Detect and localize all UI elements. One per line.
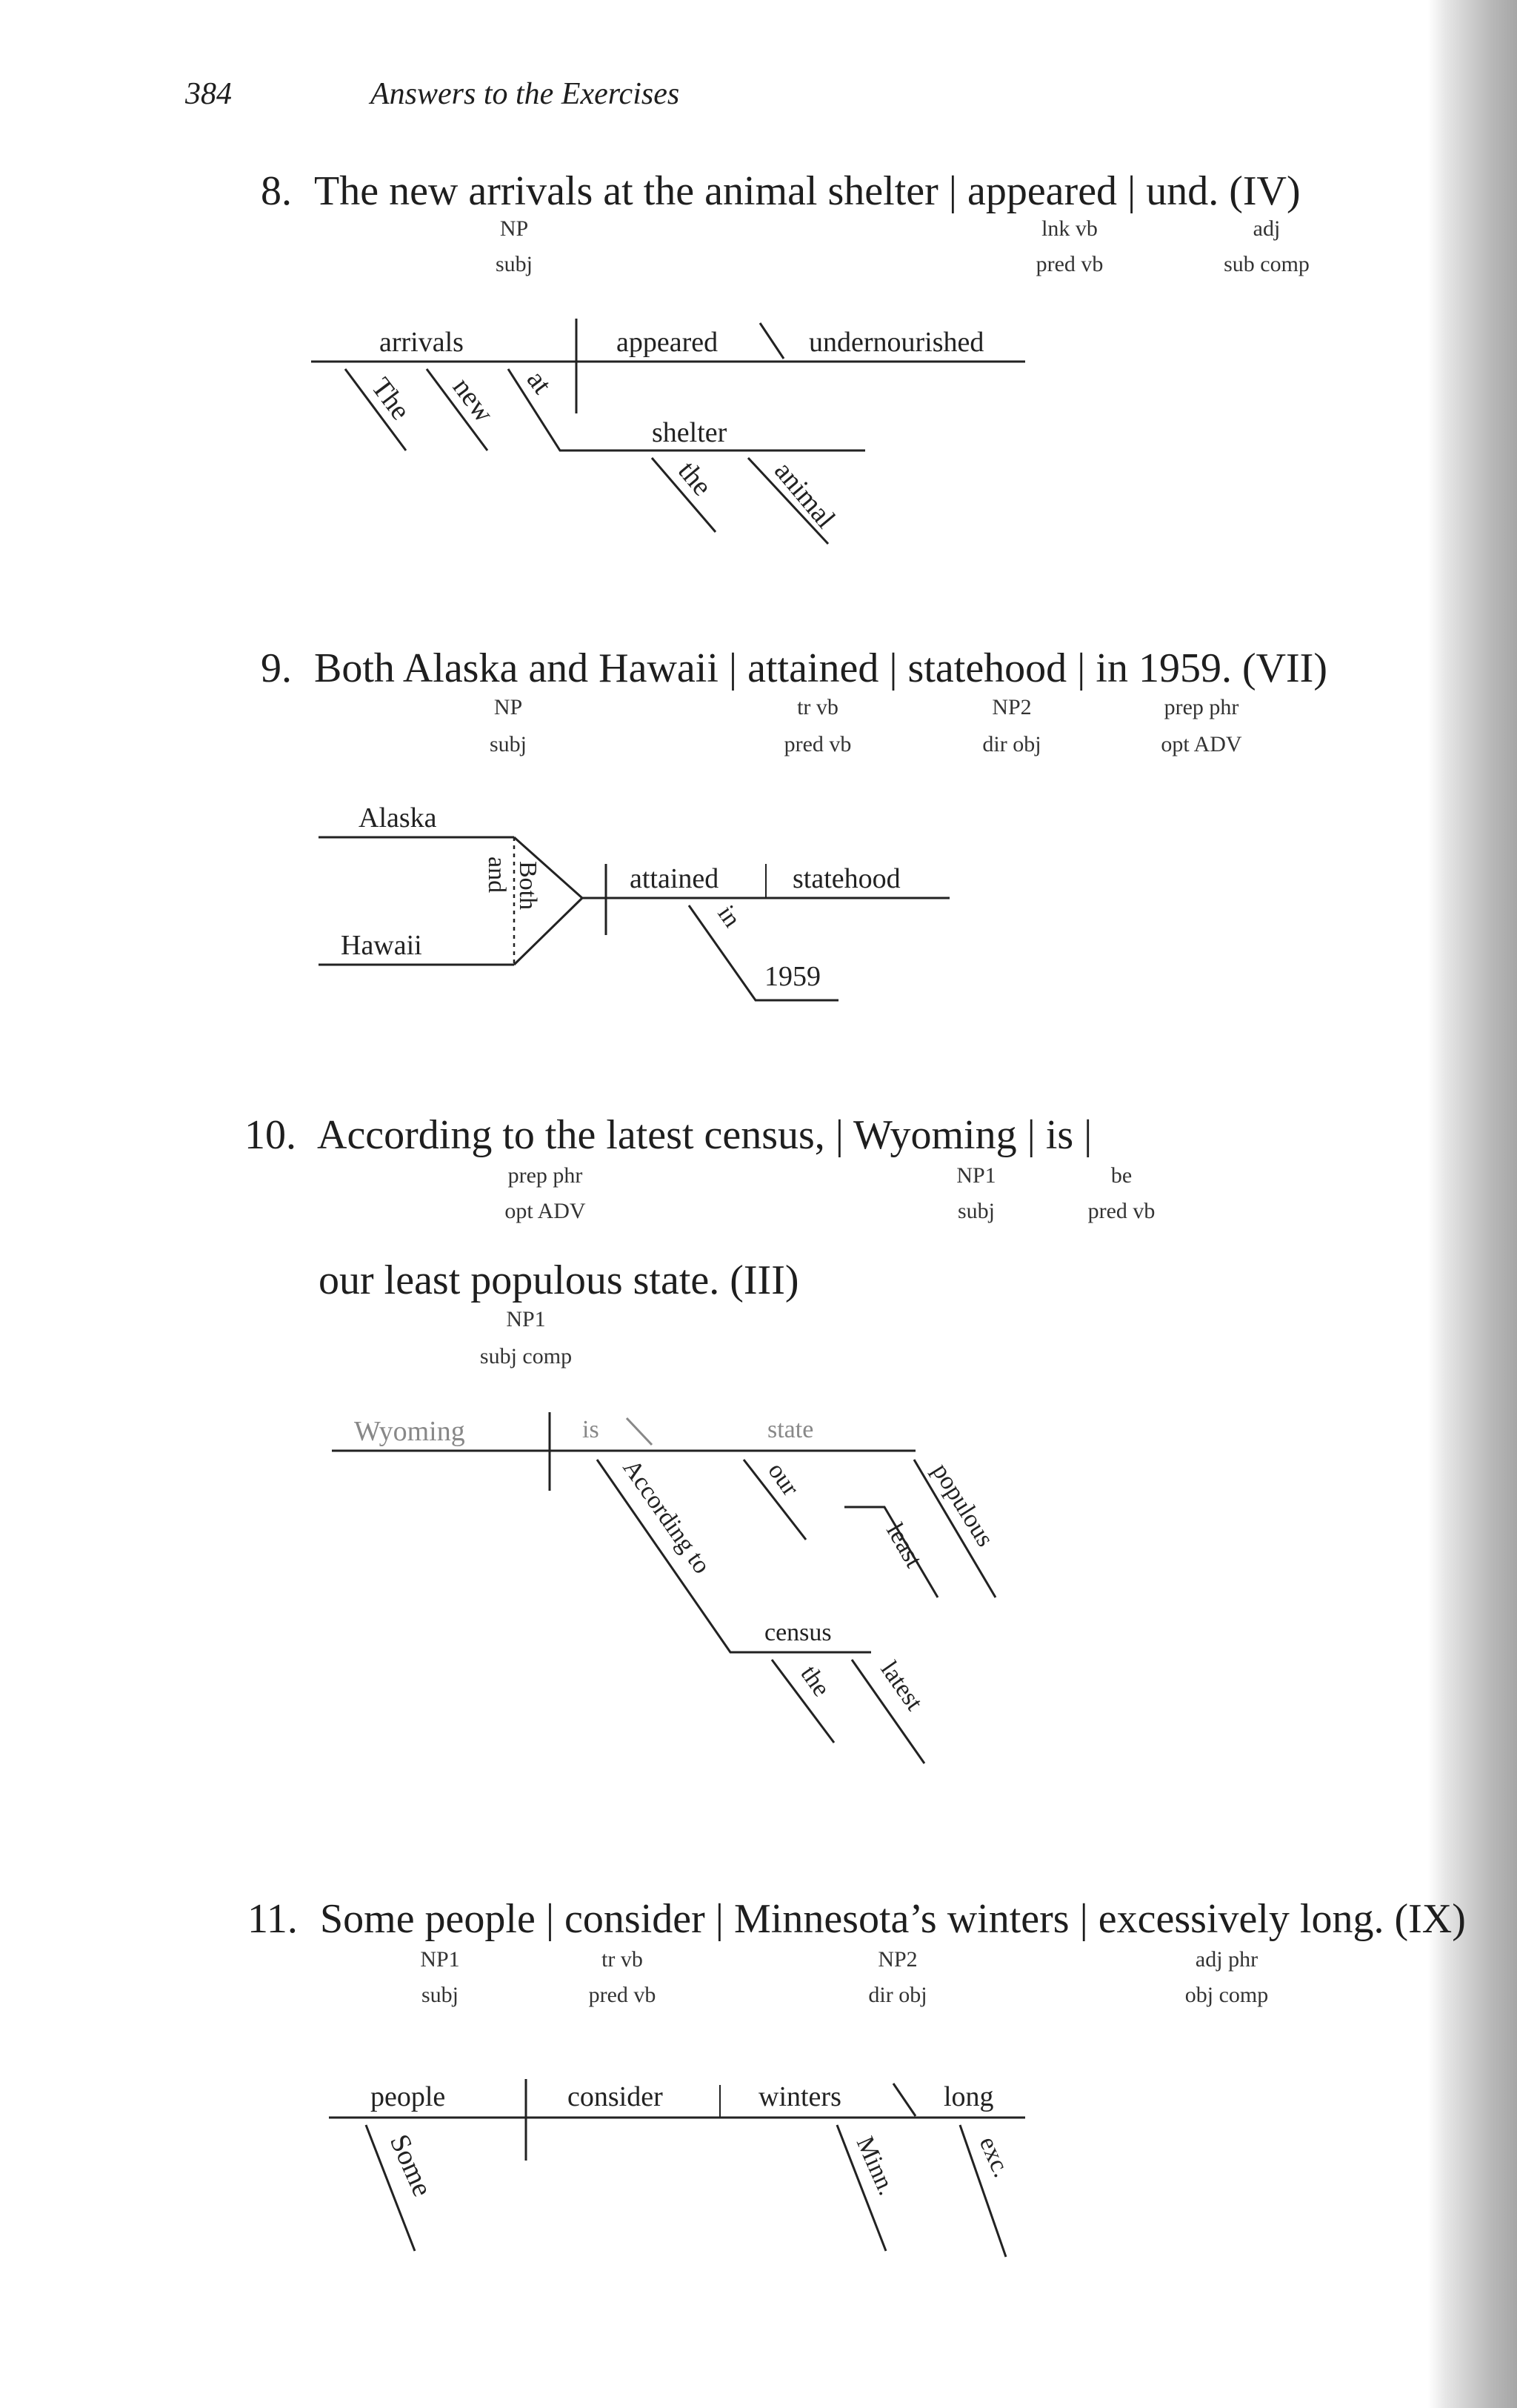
diagram-word: populous (927, 1458, 999, 1551)
label-word: lnk vb (1041, 216, 1098, 241)
diagram-word: Minn. (850, 2132, 901, 2200)
diagram-word: winters (758, 2081, 841, 2112)
exercise-sentence-continuation: our least populous state. (III) (319, 1257, 799, 1303)
diagram-word: Wyoming (354, 1416, 465, 1447)
label-role: pred vb (588, 1983, 656, 2007)
diagram-word: animal (768, 455, 841, 534)
label-word: NP2 (878, 1947, 918, 1972)
diagram-word: new (446, 372, 500, 428)
label-role: dir obj (868, 1983, 927, 2007)
label-role: pred vb (1087, 1199, 1156, 1223)
page-number: 384 (185, 77, 232, 111)
label-role: subj comp (479, 1344, 573, 1368)
exercise-sentence: According to the latest census, | Wyoming | is | (317, 1112, 1093, 1158)
label-word: NP1 (506, 1307, 546, 1331)
diagram-word: undernourished (809, 327, 984, 358)
label-role: opt ADV (504, 1199, 586, 1223)
diagram-word: census (764, 1619, 832, 1646)
diagram-word: Alaska (359, 802, 437, 834)
exercise-number: 8. (261, 168, 292, 214)
diagram-word: latest (875, 1656, 928, 1716)
diagram-word: in (712, 900, 746, 933)
exercise-sentence: Some people | consider | Minnesota’s winters | excessively long. (IX) (320, 1896, 1466, 1942)
label-role: sub comp (1224, 252, 1310, 276)
label-word: tr vb (601, 1947, 643, 1972)
diagram-word: Hawaii (341, 930, 422, 961)
label-word: NP (493, 695, 523, 719)
label-word: adj (1253, 216, 1281, 241)
diagram-word: The (364, 372, 416, 426)
label-role: subj (495, 252, 533, 276)
diagram-word: long (944, 2081, 994, 2112)
complement-slash (893, 2083, 916, 2116)
label-word: prep phr (507, 1163, 583, 1188)
diagram-word: exc. (973, 2132, 1016, 2182)
exercise-number: 11. (247, 1896, 298, 1942)
diagram-word: people (370, 2081, 446, 2112)
diagram-word: the (672, 455, 719, 502)
label-role: subj (957, 1199, 996, 1223)
diagram-word: According to (617, 1454, 716, 1579)
diagram-word: appeared (616, 327, 719, 358)
exercise-sentence: Both Alaska and Hawaii | attained | statehood | in 1959. (VII) (314, 645, 1327, 691)
label-role: dir obj (982, 732, 1041, 756)
label-word: tr vb (797, 695, 838, 719)
label-role: subj (489, 732, 527, 756)
label-word: be (1110, 1163, 1133, 1188)
label-word: NP1 (420, 1947, 460, 1972)
diagram-word: Some (383, 2129, 439, 2201)
label-role: pred vb (784, 732, 852, 756)
diagram-word: attained (630, 863, 719, 894)
label-role: pred vb (1036, 252, 1104, 276)
exercise-sentence: The new arrivals at the animal shelter | appeared | und. (IV) (314, 168, 1301, 214)
diagram-word: state (767, 1416, 814, 1443)
diagram-word: shelter (652, 417, 727, 448)
diagram-word: arrivals (379, 327, 464, 358)
diagram-word: consider (567, 2081, 663, 2112)
label-word: NP (499, 216, 529, 241)
exercise-number: 10. (244, 1112, 296, 1158)
running-title: Answers to the Exercises (370, 77, 680, 111)
diagram-word: the (795, 1660, 836, 1702)
diagram-word: and (483, 857, 510, 894)
exercise-number: 9. (261, 645, 292, 691)
diagram-word: is (582, 1416, 599, 1443)
label-word: NP2 (992, 695, 1032, 719)
diagram-word: Both (514, 861, 541, 911)
label-word: adj phr (1195, 1947, 1258, 1972)
diagram-word: our (762, 1457, 804, 1501)
label-word: prep phr (1164, 695, 1239, 719)
diagram-word: least (881, 1518, 928, 1572)
diagram-word: statehood (793, 863, 901, 894)
label-role: opt ADV (1161, 732, 1242, 756)
label-role: obj comp (1184, 1983, 1269, 2007)
diagram-word: 1959 (764, 961, 821, 992)
label-role: subj (421, 1983, 459, 2007)
diagram-word: at (520, 365, 558, 400)
label-word: NP1 (956, 1163, 996, 1188)
